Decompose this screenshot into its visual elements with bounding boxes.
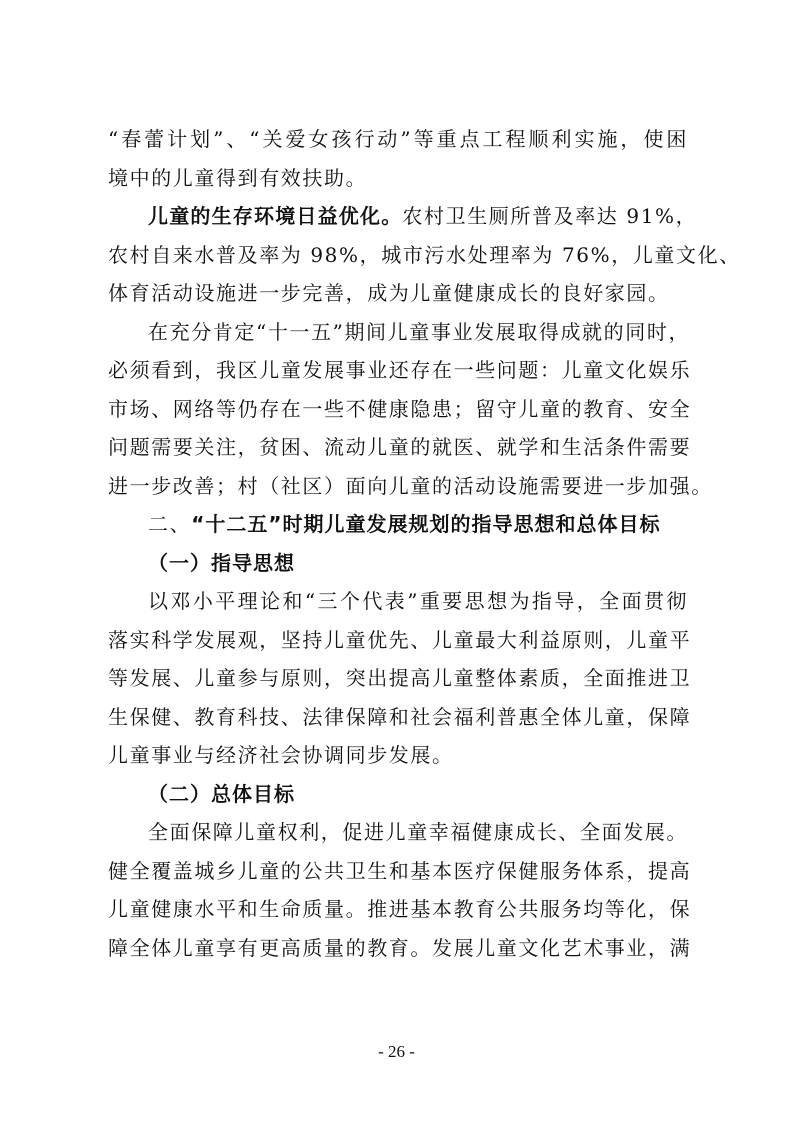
- paragraph-line: 问题需要关注，贫困、流动儿童的就医、就学和生活条件需要: [108, 435, 692, 459]
- paragraph-line: 必须看到，我区儿童发展事业还存在一些问题：儿童文化娱乐: [108, 358, 692, 382]
- paragraph-line: “春蕾计划”、“关爱女孩行动”等重点工程顺利实施，使困: [108, 127, 688, 151]
- subsection-title: （一）指导思想: [148, 550, 295, 575]
- paragraph-line: 落实科学发展观，坚持儿童优先、儿童最大利益原则，儿童平: [108, 627, 692, 652]
- paragraph-line: 体育活动设施进一步完善，成为儿童健康成长的良好家园。: [108, 281, 670, 305]
- paragraph-line: 市场、网络等仍存在一些不健康隐患；留守儿童的教育、安全: [108, 396, 692, 421]
- paragraph-line: 进一步改善；村（社区）面向儿童的活动设施需要进一步加强。: [108, 473, 713, 498]
- paragraph-line: 儿童健康水平和生命质量。推进基本教育公共服务均等化，保: [108, 897, 692, 921]
- page-number: - 26 -: [378, 1042, 415, 1061]
- paragraph-line: 等发展、儿童参与原则，突出提高儿童整体素质，全面推进卫: [108, 666, 692, 690]
- paragraph-line: 以邓小平理论和“三个代表”重要思想为指导，全面贯彻: [148, 589, 688, 613]
- section-heading: [108, 505, 688, 544]
- subsection-title: （二）总体目标: [148, 781, 295, 806]
- body-text: [108, 120, 741, 967]
- bold-lead: 儿童的生存环境日益优化。: [148, 204, 403, 228]
- section-number: 二、: [148, 512, 192, 536]
- paragraph-line: 农村自来水普及率为 98%，城市污水处理率为 76%，儿童文化、: [108, 242, 741, 267]
- paragraph-text: 农村卫生厕所普及率达 91%，: [402, 204, 698, 228]
- paragraph-line: 生保健、教育科技、法律保障和社会福利普惠全体儿童，保障: [108, 704, 692, 729]
- paragraph-line: 在充分肯定“十一五”期间儿童事业发展取得成就的同时，: [148, 319, 691, 344]
- paragraph-line: 境中的儿童得到有效扶助。: [108, 165, 368, 190]
- paragraph-line: 全面保障儿童权利，促进儿童幸福健康成长、全面发展。: [148, 820, 688, 844]
- subsection-heading: [108, 544, 688, 583]
- section-title: “十二五”时期儿童发展规划的指导思想和总体目标: [191, 512, 661, 536]
- paragraph-line: 儿童事业与经济社会协调同步发展。: [108, 743, 454, 767]
- paragraph-line: [108, 197, 698, 236]
- subsection-heading: [108, 775, 688, 814]
- paragraph-line: 障全体儿童享有更高质量的教育。发展儿童文化艺术事业，满: [108, 935, 692, 960]
- paragraph-line: 健全覆盖城乡儿童的公共卫生和基本医疗保健服务体系，提高: [108, 858, 692, 883]
